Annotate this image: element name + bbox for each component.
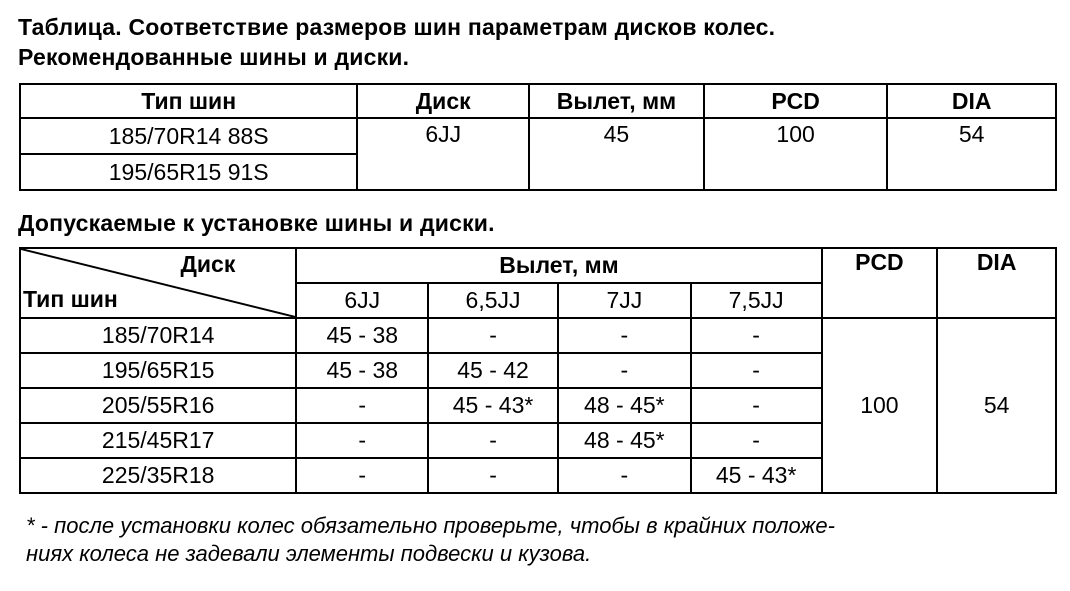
header-disk-6jj: 6JJ	[296, 283, 428, 318]
header-disk: Диск	[357, 84, 529, 118]
offset-cell: -	[296, 388, 428, 423]
offset-cell: -	[691, 318, 822, 353]
header-dia: DIA	[937, 248, 1056, 318]
offset-cell: -	[558, 458, 691, 493]
offset-cell: 48 - 45*	[558, 423, 691, 458]
table-header-row	[20, 84, 1056, 118]
offset-cell: -	[428, 458, 558, 493]
tire-size-cell: 185/70R14 88S	[20, 118, 357, 154]
header-offset: Вылет, мм	[296, 248, 821, 283]
offset-cell: -	[296, 458, 428, 493]
header-pcd: PCD	[822, 248, 938, 318]
corner-tire-label: Тип шин	[23, 286, 118, 312]
offset-cell: -	[296, 423, 428, 458]
pcd-value: 100	[704, 118, 888, 190]
offset-cell: 45 - 42	[428, 353, 558, 388]
offset-cell: -	[691, 388, 822, 423]
offset-cell: 45 - 38	[296, 318, 428, 353]
header-disk-6-5jj: 6,5JJ	[428, 283, 558, 318]
header-disk-7-5jj: 7,5JJ	[691, 283, 822, 318]
header-tire-type: Тип шин	[20, 84, 357, 118]
header-offset: Вылет, мм	[529, 84, 704, 118]
offset-cell: 45 - 43*	[428, 388, 558, 423]
header-disk-7jj: 7JJ	[558, 283, 691, 318]
tire-size-cell: 225/35R18	[20, 458, 296, 493]
offset-cell: 48 - 45*	[558, 388, 691, 423]
tire-size-cell: 205/55R16	[20, 388, 296, 423]
table-header-row	[20, 248, 1056, 283]
tire-size-cell: 195/65R15	[20, 353, 296, 388]
offset-cell: -	[691, 353, 822, 388]
table-title: Таблица. Соответствие размеров шин параметрам дисков колес.	[18, 14, 776, 40]
offset-cell: -	[428, 423, 558, 458]
footnote	[26, 512, 835, 568]
footnote-line: * - после установки колес обязательно проверьте, чтобы в крайних положе-	[26, 513, 835, 538]
footnote-line: ниях колеса не задевали элементы подвески и кузова.	[26, 541, 592, 566]
header-pcd: PCD	[704, 84, 888, 118]
offset-cell: -	[428, 318, 558, 353]
recommended-subtitle: Рекомендованные шины и диски.	[18, 44, 410, 70]
offset-cell: 45 - 43*	[691, 458, 822, 493]
pcd-value: 100	[822, 318, 938, 493]
tire-size-cell: 195/65R15 91S	[20, 154, 357, 190]
dia-value: 54	[887, 118, 1056, 190]
offset-cell: -	[691, 423, 822, 458]
offset-cell: -	[558, 353, 691, 388]
tire-size-cell: 215/45R17	[20, 423, 296, 458]
disk-value: 6JJ	[357, 118, 529, 190]
dia-value: 54	[937, 318, 1056, 493]
corner-header	[20, 248, 296, 318]
offset-cell: -	[558, 318, 691, 353]
table-row	[20, 118, 1056, 154]
allowed-subtitle: Допускаемые к установке шины и диски.	[18, 210, 495, 236]
offset-cell: 45 - 38	[296, 353, 428, 388]
recommended-table	[19, 83, 1057, 191]
corner-disk-label: Диск	[180, 251, 236, 277]
offset-value: 45	[529, 118, 704, 190]
allowed-table	[19, 247, 1057, 494]
header-dia: DIA	[887, 84, 1056, 118]
tire-size-cell: 185/70R14	[20, 318, 296, 353]
table-row	[20, 318, 1056, 353]
